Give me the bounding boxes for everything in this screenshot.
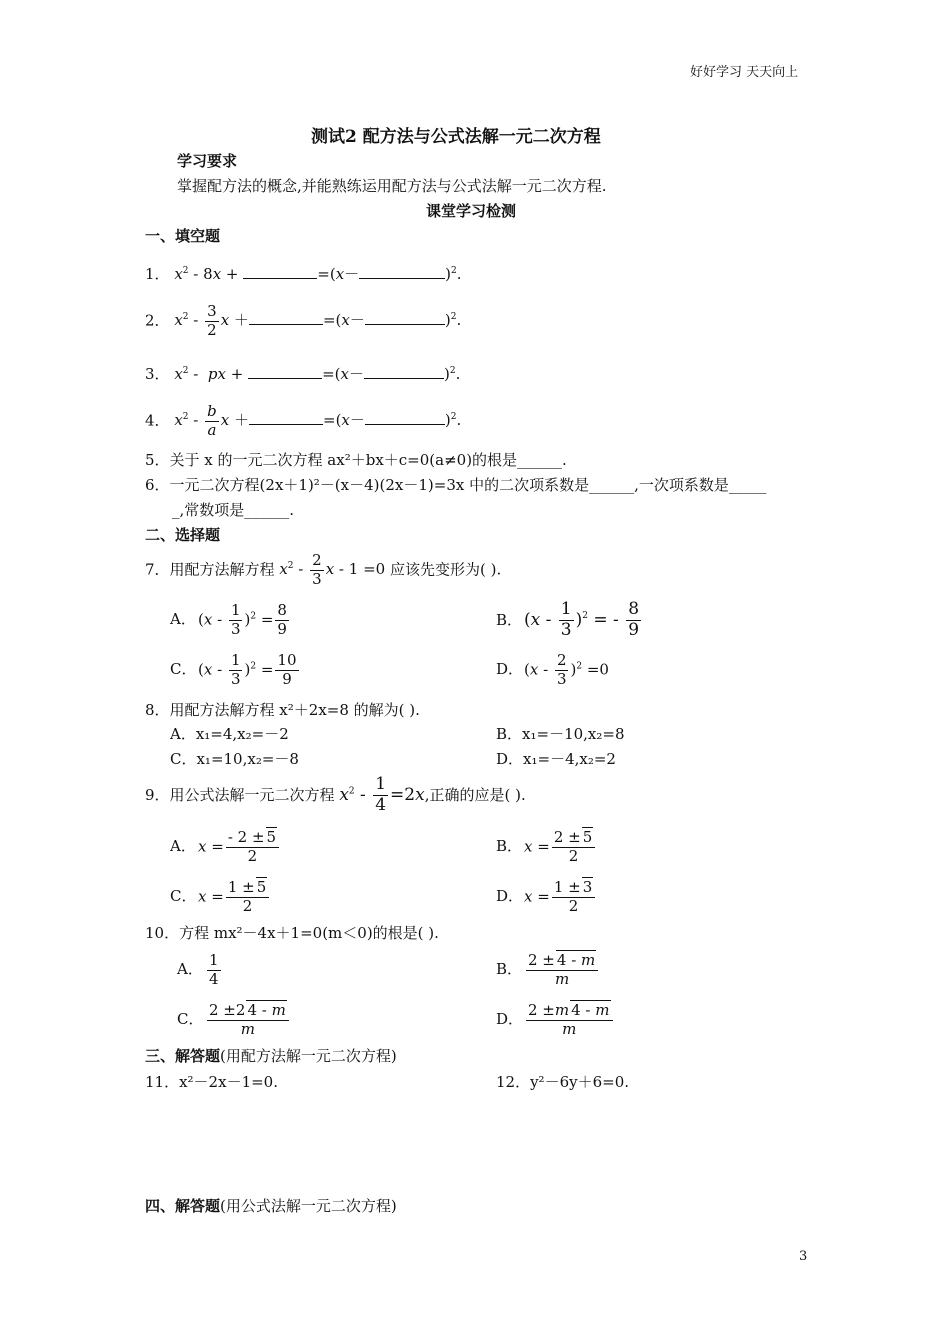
q4-number: 4． [145,411,170,430]
q9-stem: 9．用公式法解一元二次方程 [145,785,335,804]
page-title: 测试2 配方法与公式法解一元二次方程 [311,127,601,147]
question-11: 11．x²－2x－1=0. [145,1073,278,1091]
section-solve-completing-square: 三、解答题(用配方法解一元二次方程) [145,1047,397,1065]
header-motto: 好好学习 天天向上 [690,65,799,80]
q7-stem: 7．用配方法解方程 [145,560,275,579]
section-solve-formula: 四、解答题(用公式法解一元二次方程) [145,1197,397,1215]
q10-option-a: A． $\frac{1}{4}$ [177,951,219,988]
q9-option-d: D．x = $\frac{1 \pm 3}{2}$ [496,880,597,915]
q10-option-d: D． $\frac{2 \pm m 4 - m}{m}$ [496,1003,615,1038]
section-fill-blank: 一、填空题 [145,227,221,245]
q7-option-a: A． (x - $\frac{1}{3}$ )$^2$ = $\frac{8}{9}$ [170,601,287,638]
q9-option-c: C． x = $\frac{1 \pm 5}{2}$ [170,880,271,915]
section-multiple-choice: 二、选择题 [145,526,221,544]
question-1 [145,266,462,282]
question-3 [145,366,460,382]
question-8: 8．用配方法解方程 x²＋2x=8 的解为( ). [145,701,420,719]
q7-stem-end: 应该先变形为( ). [389,560,502,579]
q8-option-a: A．x₁=4,x₂=－2 [170,725,289,743]
question-6-line2: _,常数项是______. [172,501,295,519]
question-2 [145,304,461,339]
requirements-text: 掌握配方法的概念,并能熟练运用配方法与公式法解一元二次方程. [177,177,607,195]
classroom-check-heading: 课堂学习检测 [426,202,517,220]
question-7 [145,553,501,588]
q2-number: 2． [145,311,170,330]
q4-expression: $x^2$ - $\frac{b}{a}$ $x + =(x- )^2$. [174,402,462,439]
q7-option-b: B． (x - $\frac{1}{3}$ )$^2$ = - $\frac{8}{9}$ [496,599,640,640]
q8-option-d: D．x₁=－4,x₂=2 [496,750,616,768]
q7-equation: $x^2$ - $\frac{2}{3}$ x - 1 =0 [279,551,386,588]
q1-number: 1． [145,265,170,283]
q7-option-d: D．(x - $\frac{2}{3}$ )$^2$ =0 [496,651,609,688]
page-number: 3 [799,1249,808,1264]
q9-option-a: A． x = $\frac{- 2 \pm 5}{2}$ [170,830,281,865]
q2-expression: $x^2$ - $\frac{3}{2}$ $x + =(x- )^2$. [174,302,462,339]
q10-option-c: C． $\frac{2 \pm 2 4 - m}{m}$ [177,1003,291,1038]
requirements-heading: 学习要求 [177,152,238,170]
question-4 [145,404,461,439]
q3-number: 3． [145,365,170,383]
question-5: 5．关于 x 的一元二次方程 ax²＋bx＋c=0(a≠0)的根是______. [145,451,567,469]
q1-expression: $x^2 - 8x + =(x- )^2$. [174,265,462,283]
q7-option-c: C． (x - $\frac{1}{3}$ )$^2$ = $\frac{10}{9}$ [170,651,297,688]
q8-option-b: B．x₁=－10,x₂=8 [496,725,625,743]
question-10: 10．方程 mx²－4x＋1=0(m＜0)的根是( ). [145,924,439,942]
q9-equation: $x^2$ - $\frac{1}{4}$ =2x [339,774,425,815]
q9-option-b: B． x = $\frac{2 \pm 5}{2}$ [496,830,597,865]
q8-option-c: C．x₁=10,x₂=－8 [170,750,299,768]
question-12: 12．y²－6y＋6=0. [496,1073,630,1091]
question-6-line1: 6．一元二次方程(2x＋1)²－(x－4)(2x－1)=3x 中的二次项系数是______,一次项系数是_____ [145,476,767,494]
q10-option-b: B． $\frac{2 \pm 4 - m}{m}$ [496,953,600,988]
q3-expression: $x^2$ - px + $=(x- )^2$. [174,365,461,383]
q9-stem-end: ,正确的应是( ). [424,785,526,804]
question-9 [145,776,526,815]
